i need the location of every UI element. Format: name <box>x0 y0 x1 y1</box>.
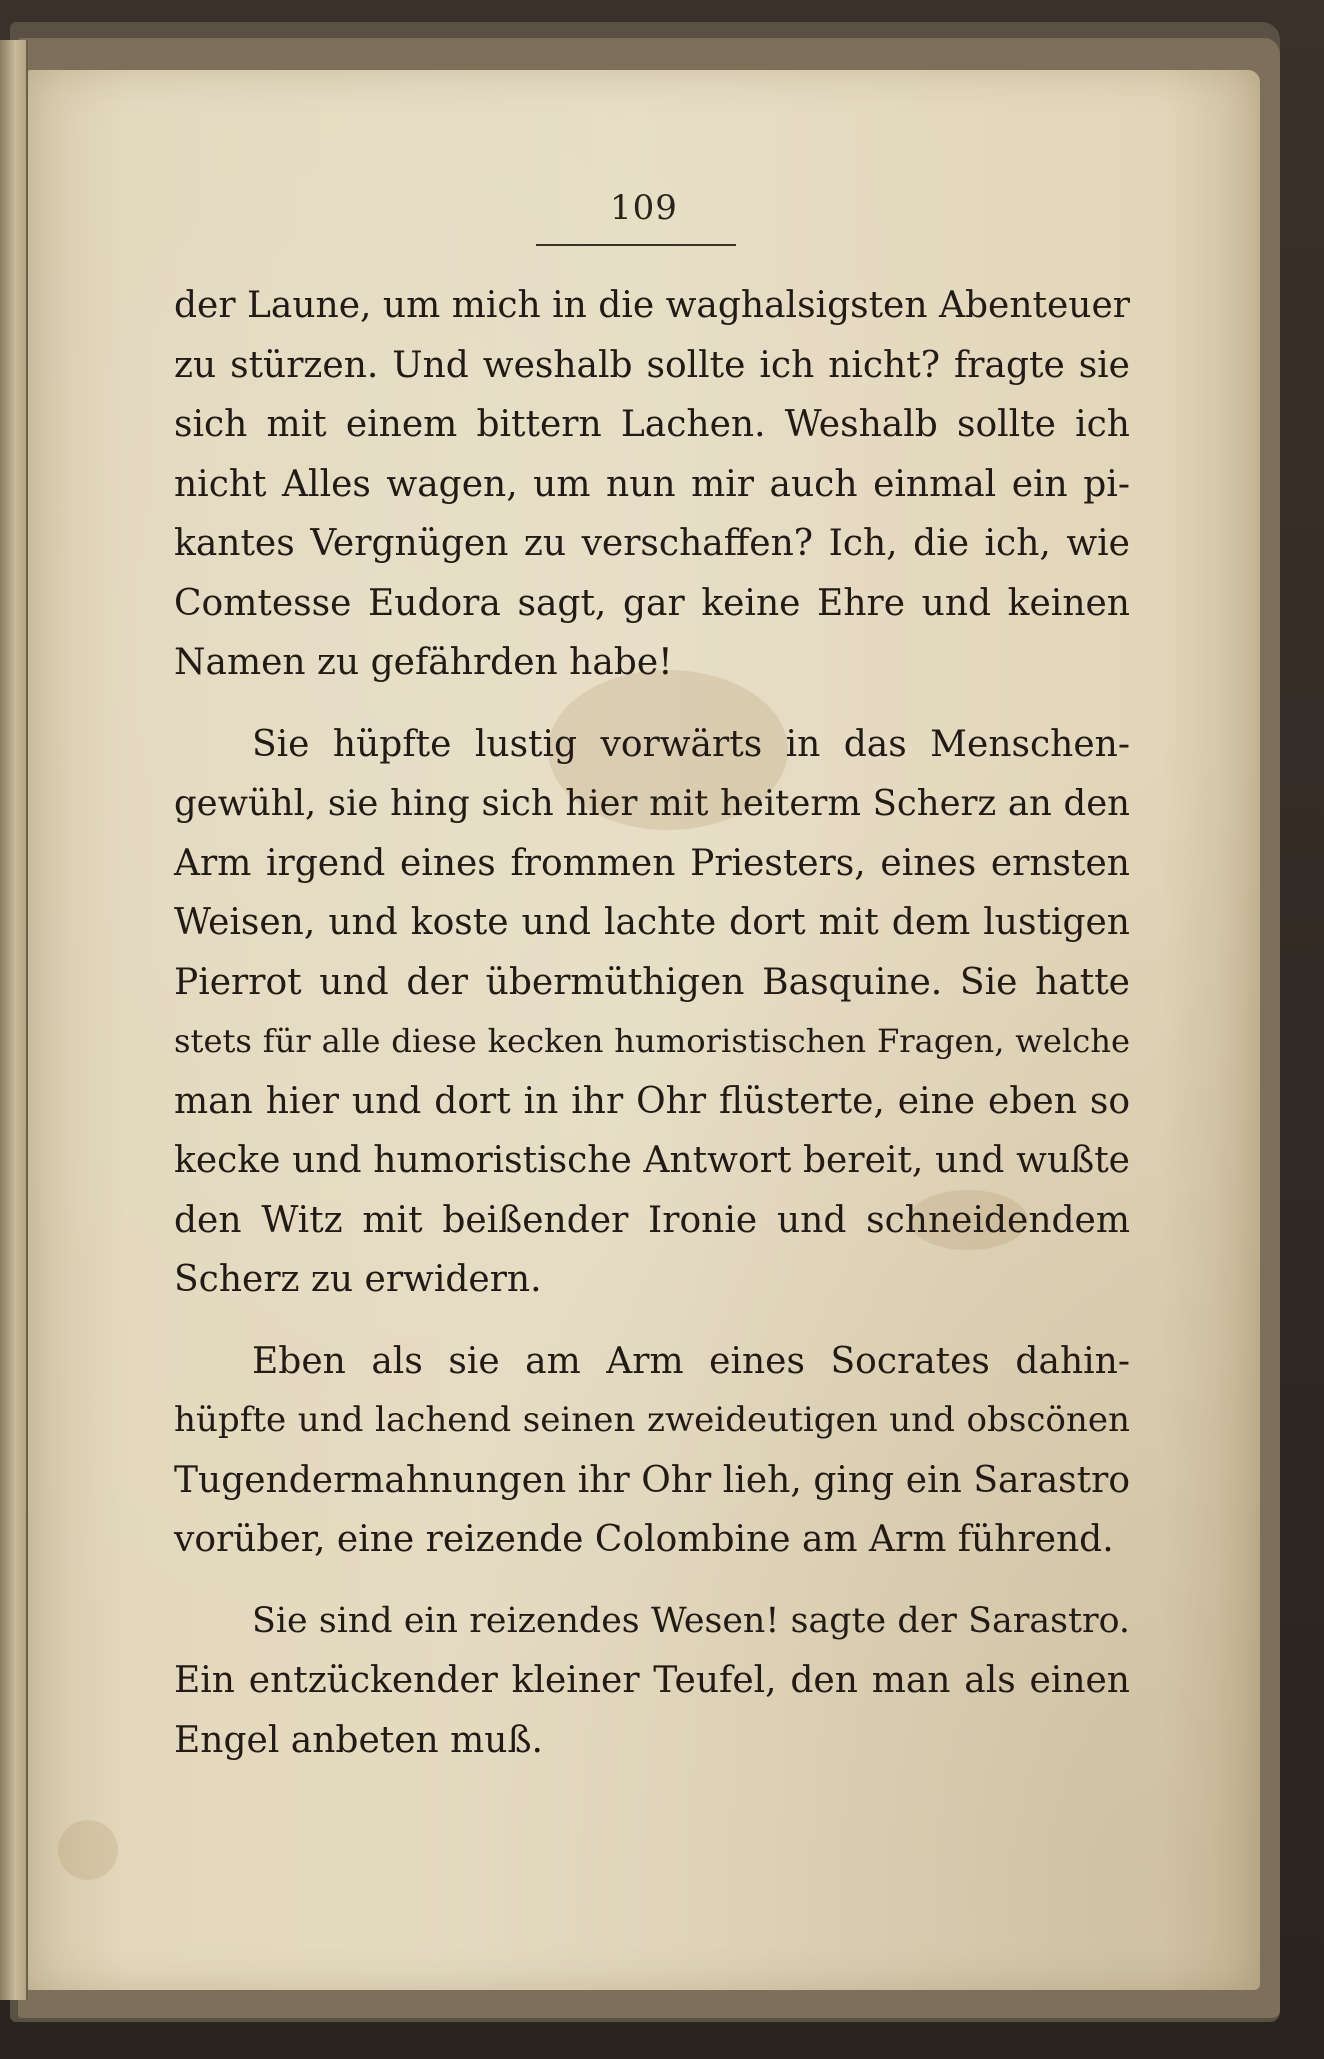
text-line: Eben als sie am Arm eines Socrates dahin- <box>252 1340 1130 1382</box>
paragraph <box>174 1592 1130 1771</box>
paper-stain <box>58 1820 118 1880</box>
text-line: Namen zu gefährden habe! <box>174 642 673 683</box>
paragraph <box>174 715 1130 1310</box>
text-line: kecke und humoristische Antwort bereit, und wußte <box>174 1140 1130 1181</box>
text-line: Comtesse Eudora sagt, gar keine Ehre und keinen <box>174 582 1130 624</box>
text-line: Weisen, und koste und lachte dort mit dem lustigen <box>174 902 1130 943</box>
text-line: Sie sind ein reizendes Wesen! sagte der Sarastro. <box>252 1600 1130 1641</box>
text-line: kantes Vergnügen zu verschaffen? Ich, die ich, wie <box>174 523 1130 564</box>
header-rule <box>536 244 736 246</box>
previous-page-edge <box>0 40 28 2000</box>
text-line: Sie hüpfte lustig vorwärts in das Menschen- <box>252 723 1130 765</box>
text-line: Engel anbeten muß. <box>174 1719 543 1761</box>
text-line: man hier und dort in ihr Ohr flüsterte, eine eben so <box>174 1080 1130 1122</box>
text-line: den Witz mit beißender Ironie und schneidendem <box>174 1199 1130 1241</box>
text-line: vorüber, eine reizende Colombine am Arm führend. <box>174 1519 1114 1560</box>
text-line: sich mit einem bittern Lachen. Weshalb sollte ich <box>174 404 1130 445</box>
text-line: Arm irgend eines frommen Priesters, eines ernsten <box>174 842 1130 884</box>
text-line: Tugendermahnungen ihr Ohr lieh, ging ein Sarastro <box>174 1459 1130 1501</box>
text-line: Ein entzückender kleiner Teufel, den man als einen <box>174 1660 1130 1701</box>
text-line: gewühl, sie hing sich hier mit heiterm Scherz an den <box>174 783 1130 824</box>
text-line: hüpfte und lachend seinen zweideutigen und obscönen <box>174 1400 1130 1440</box>
paragraph <box>174 1332 1130 1570</box>
text-line: Scherz zu erwidern. <box>174 1259 542 1300</box>
text-line: nicht Alles wagen, um nun mir auch einmal ein pi- <box>174 463 1130 505</box>
text-line: stets für alle diese kecken humoristischen Fragen, welche <box>174 1022 1130 1060</box>
paragraph <box>174 276 1130 693</box>
text-line: zu stürzen. Und weshalb sollte ich nicht? fragte sie <box>174 344 1130 386</box>
body-text <box>174 276 1130 1770</box>
page-number: 109 <box>610 188 678 228</box>
text-line: Pierrot und der übermüthigen Basquine. Sie hatte <box>174 961 1130 1003</box>
book-page <box>28 70 1260 1990</box>
text-line: der Laune, um mich in die waghalsigsten Abenteuer <box>174 285 1130 326</box>
